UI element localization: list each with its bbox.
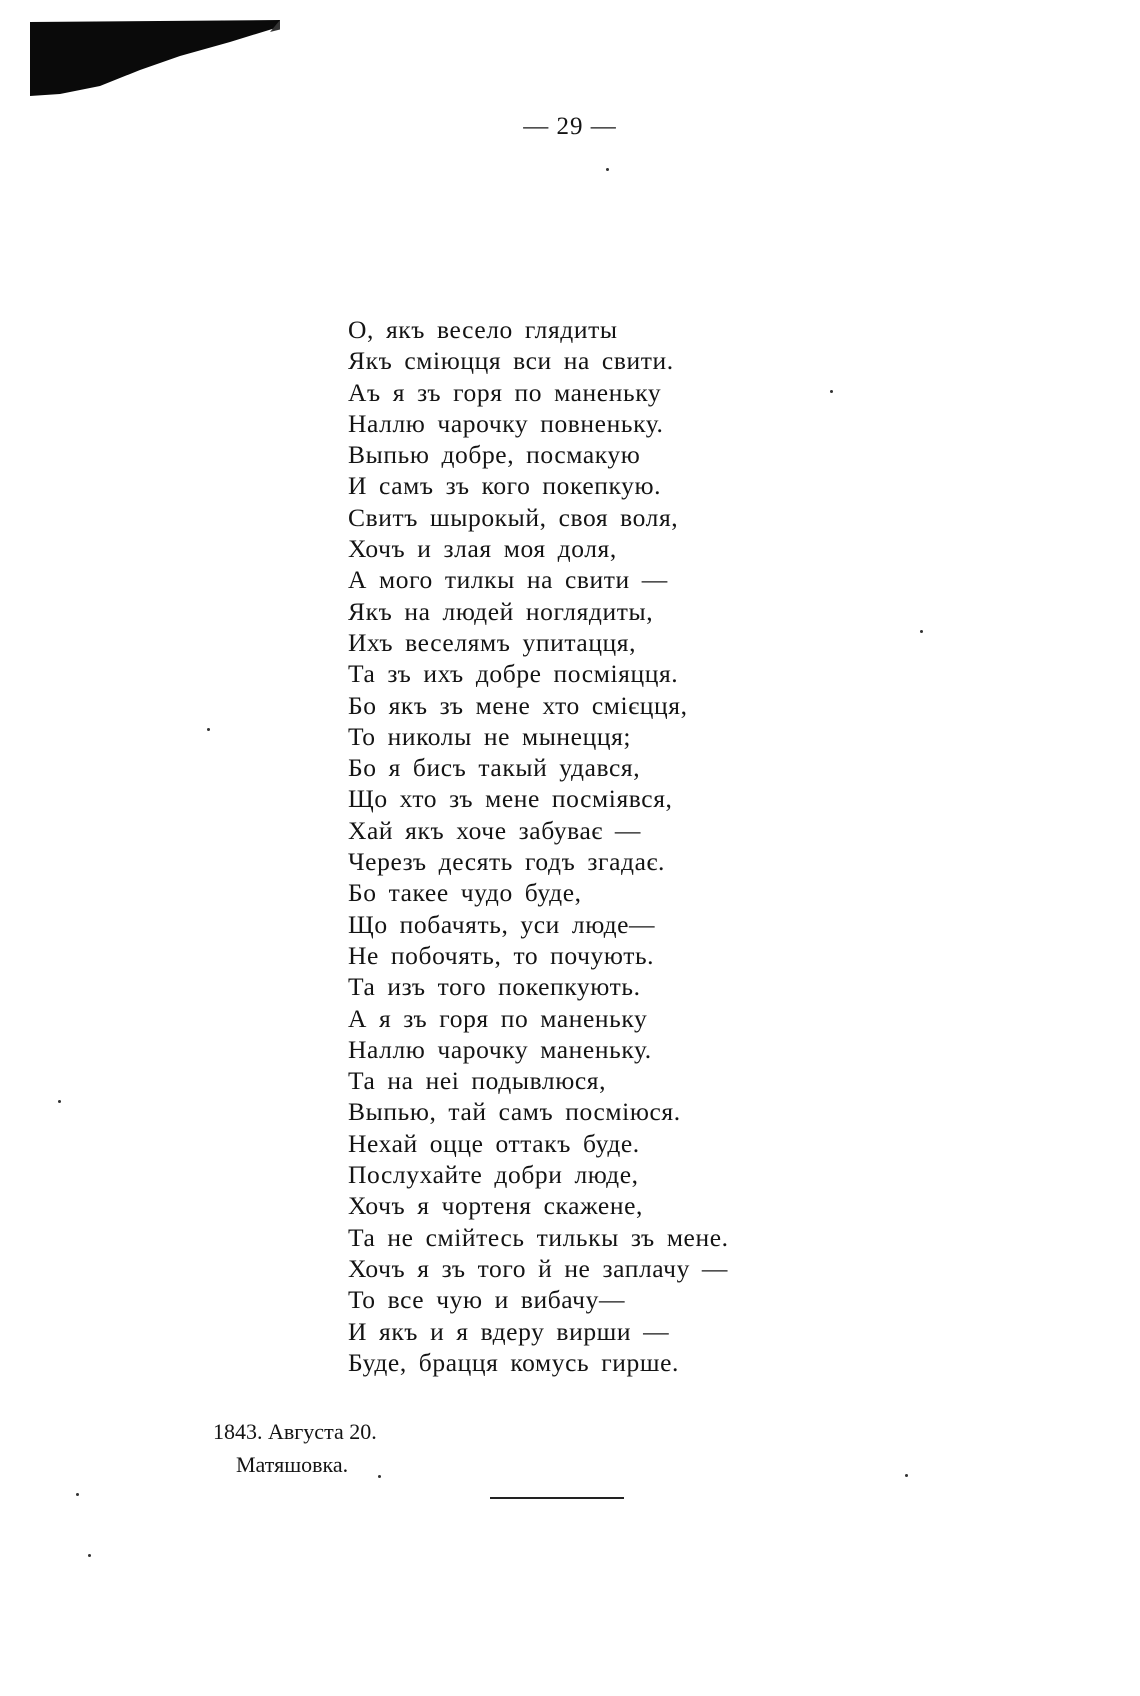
poem-line: Та зъ ихъ добре посміяцця.: [348, 659, 679, 689]
scan-speck: [606, 168, 609, 171]
poem-line: Черезъ десять годъ згадає.: [348, 847, 666, 877]
poem-line: Аъ я зъ горя по маненьку: [348, 377, 662, 407]
scan-speck: [920, 630, 923, 633]
scan-speck: [905, 1474, 908, 1477]
poem-line: Що хто зъ мене посміявся,: [348, 784, 673, 814]
scan-speck: [378, 1475, 381, 1478]
poem-line: Хай якъ хоче забуває —: [348, 815, 642, 845]
poem-line: Бо такее чудо буде,: [348, 878, 582, 908]
poem-line: Наллю чарочку маненьку.: [348, 1034, 652, 1064]
poem-line: То николы не мынецця;: [348, 721, 632, 751]
poem-line: Та не смійтесь тилькы зъ мене.: [348, 1222, 729, 1252]
poem-line: Послухайте добри люде,: [348, 1160, 639, 1190]
poem-line: Нехай оцце оттакъ буде.: [348, 1128, 640, 1158]
poem-line: Свитъ шырокый, своя воля,: [348, 502, 679, 532]
scan-corner-smudge: [30, 20, 280, 98]
poem-line: Наллю чарочку повненьку.: [348, 408, 664, 438]
poem-line: Выпью добре, посмакую: [348, 440, 641, 470]
poem-line: Бо я бисъ такый удався,: [348, 753, 641, 783]
poem: [348, 314, 729, 1378]
poem-line: Буде, брацця комусь гирше.: [348, 1347, 679, 1377]
poem-line: Хочъ я чортеня скажене,: [348, 1191, 643, 1221]
poem-date: 1843. Августа 20.: [213, 1419, 377, 1444]
scan-speck: [830, 390, 833, 393]
poem-line: О, якъ весело глядиты: [348, 315, 618, 344]
page-number: — 29 —: [523, 113, 617, 140]
end-divider: [490, 1497, 624, 1499]
poem-line: Выпью, тай самъ посміюся.: [348, 1097, 681, 1127]
poem-line: Не побочять, то почують.: [348, 940, 655, 970]
poem-line: А мого тилкы на свити —: [348, 565, 668, 595]
poem-line: Хочъ я зъ того й не заплачу —: [348, 1253, 729, 1283]
poem-place: Матяшовка.: [236, 1452, 349, 1477]
scan-speck: [58, 1100, 61, 1103]
poem-line: Та изъ того покепкують.: [348, 972, 641, 1002]
scan-speck: [76, 1493, 79, 1496]
poem-line: Що побачять, уси люде—: [348, 909, 656, 939]
poem-line: Та на неі подывлюся,: [348, 1066, 607, 1096]
poem-line: Ихъ веселямъ упитацця,: [348, 627, 637, 657]
poem-line: Якъ на людей ноглядиты,: [348, 596, 654, 626]
poem-line: А я зъ горя по маненьку: [348, 1003, 648, 1033]
poem-line: То все чую и вибачу—: [348, 1285, 626, 1315]
poem-line: Якъ сміюцця вси на свити.: [348, 346, 674, 376]
scan-speck: [207, 728, 210, 731]
scan-speck: [88, 1554, 91, 1557]
poem-line: Хочъ и злая моя доля,: [348, 534, 617, 564]
poem-line: И самъ зъ кого покепкую.: [348, 471, 662, 501]
poem-line: Бо якъ зъ мене хто смієцця,: [348, 690, 688, 720]
poem-line: И якъ и я вдеру вирши —: [348, 1316, 670, 1346]
